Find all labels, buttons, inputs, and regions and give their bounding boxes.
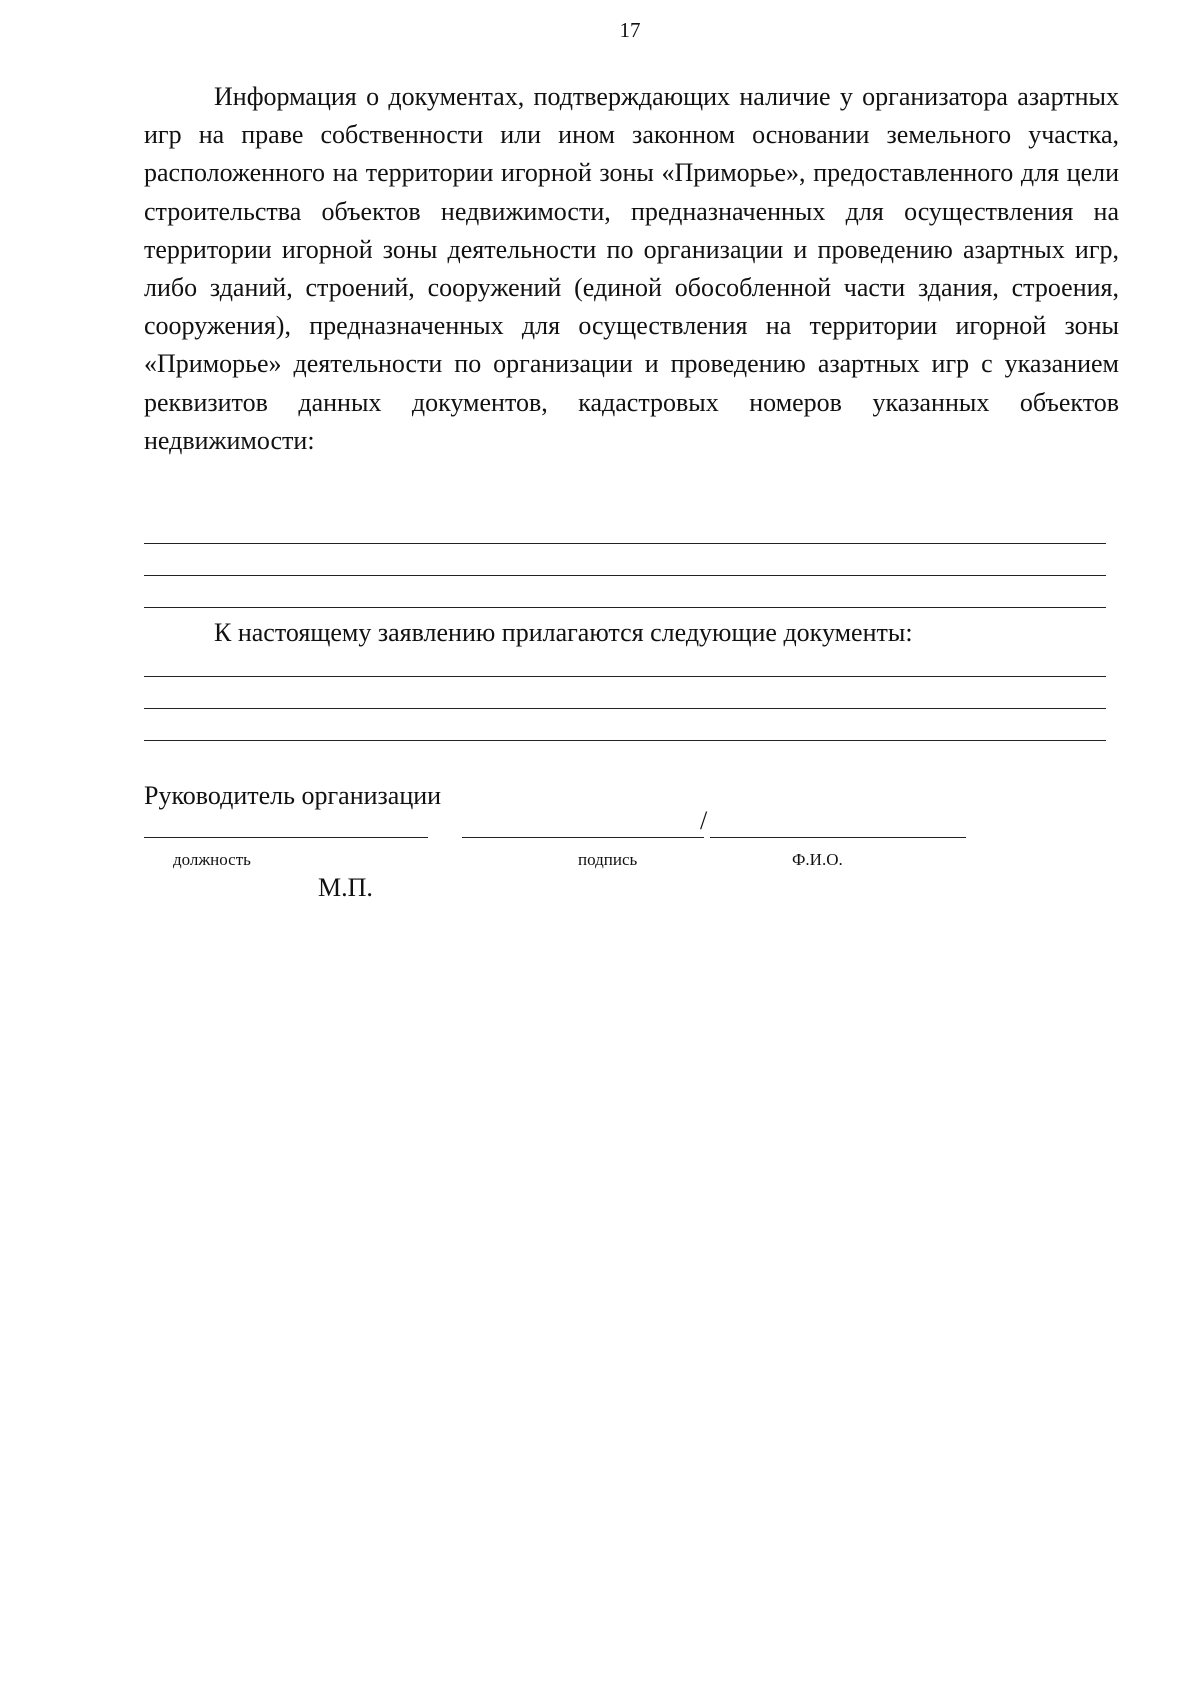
full-name-caption: Ф.И.О. [792, 850, 843, 869]
attachments-fill-line-3[interactable] [144, 740, 1106, 741]
attachments-heading: К настоящему заявлению прилагаются следующие документы: [214, 618, 913, 647]
head-of-organization-label: Руководитель организации [144, 781, 442, 810]
page-number: 17 [619, 18, 641, 42]
signature-separator: / [700, 806, 708, 835]
signature-caption: подпись [578, 850, 638, 869]
signature-line[interactable] [462, 837, 704, 838]
property-info-fill-line-2[interactable] [144, 575, 1106, 576]
full-name-line[interactable] [710, 837, 966, 838]
position-caption: должность [173, 850, 251, 869]
stamp-place-label: М.П. [318, 873, 373, 902]
property-info-fill-line-3[interactable] [144, 607, 1106, 608]
property-info-fill-line-1[interactable] [144, 543, 1106, 544]
position-line[interactable] [144, 837, 428, 838]
attachments-fill-line-1[interactable] [144, 676, 1106, 677]
info-paragraph: Информация о документах, подтверждающих наличие у организатора азартных игр на праве собственности или ином законном основании земельного участка, расположенного на территории игорной зоны «Приморье», предоставленного для цели строительства объектов недвижимости, предназначенных для осуществления на территории игорной зоны деятельности по организации и проведению азартных игр, либо зданий, строений, сооружений (единой обособленной части здания, строения, сооружения), предназначенных для осуществления на территории игорной зоны «Приморье» деятельности по организации и проведению азартных игр с указанием реквизитов данных документов, кадастровых номеров указанных объектов недвижимости: [144, 82, 1119, 455]
attachments-fill-line-2[interactable] [144, 708, 1106, 709]
